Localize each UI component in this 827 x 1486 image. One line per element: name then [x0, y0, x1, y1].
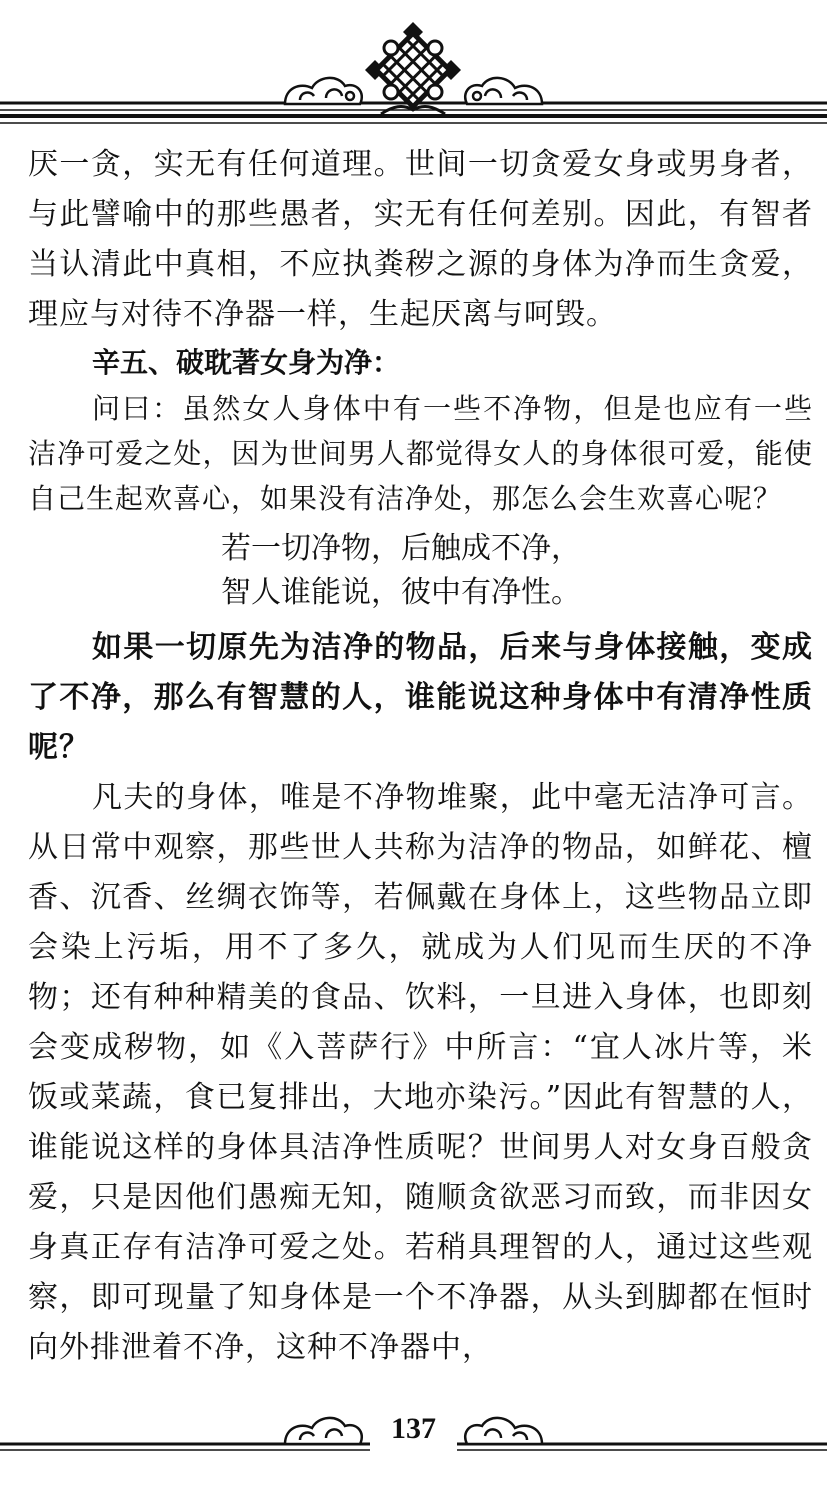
- header-ornament-svg: [0, 0, 827, 140]
- commentary-paragraph: 凡夫的身体，唯是不净物堆聚，此中毫无洁净可言。从日常中观察，那些世人共称为洁净的物品，如鲜花、檀香、沉香、丝绸衣饰等，若佩戴在身体上，这些物品立即会染上污垢，用不了多久，就成为人们见而生厌的不净物；还有种种精美的食品、饮料，一旦进入身体，也即刻会变成秽物，如《入菩萨行》中所言：“宜人冰片等，米饭或菜蔬，食已复排出，大地亦染污。”因此有智慧的人，谁能说这样的身体具洁净性质呢？世间男人对女身百般贪爱，只是因他们愚痴无知，随顺贪欲恶习而致，而非因女身真正存有洁净可爱之处。若稍具理智的人，通过这些观察，即可现量了知身体是一个不净器，从头到脚都在恒时向外排泄着不净，这种不净器中，: [28, 780, 813, 1365]
- verse-line: 若一切净物，后触成不净，: [221, 531, 581, 566]
- cloud-scroll-icon: [285, 78, 362, 104]
- endless-knot-icon: [365, 22, 461, 114]
- verse-block: [28, 527, 813, 615]
- page-number: 137: [391, 1412, 436, 1445]
- page-content: [28, 140, 813, 1373]
- paragraph-continuation: 厌一贪，实无有任何道理。世间一切贪爱女身或男身者，与此譬喻中的那些愚者，实无有任何差别。因此，有智者当认清此中真相，不应执粪秽之源的身体为净而生贪爱，理应与对待不净器一样，生起厌离与呵毁。: [28, 147, 813, 332]
- verse-explanation: 如果一切原先为洁净的物品，后来与身体接触，变成了不净，那么有智慧的人，谁能说这种身体中有清净性质呢？: [28, 630, 813, 765]
- cloud-scroll-icon: [465, 78, 542, 104]
- verse-line: 智人谁能说，彼中有净性。: [221, 575, 581, 610]
- question-paragraph: 问曰：虽然女人身体中有一些不净物，但是也应有一些洁净可爱之处，因为世间男人都觉得女人的身体很可爱，能使自己生起欢喜心，如果没有洁净处，那怎么会生欢喜心呢？: [28, 392, 813, 515]
- page-header-ornament: [0, 0, 827, 140]
- page-footer: [0, 1400, 827, 1486]
- section-heading: 辛五、破耽著女身为净：: [92, 346, 401, 379]
